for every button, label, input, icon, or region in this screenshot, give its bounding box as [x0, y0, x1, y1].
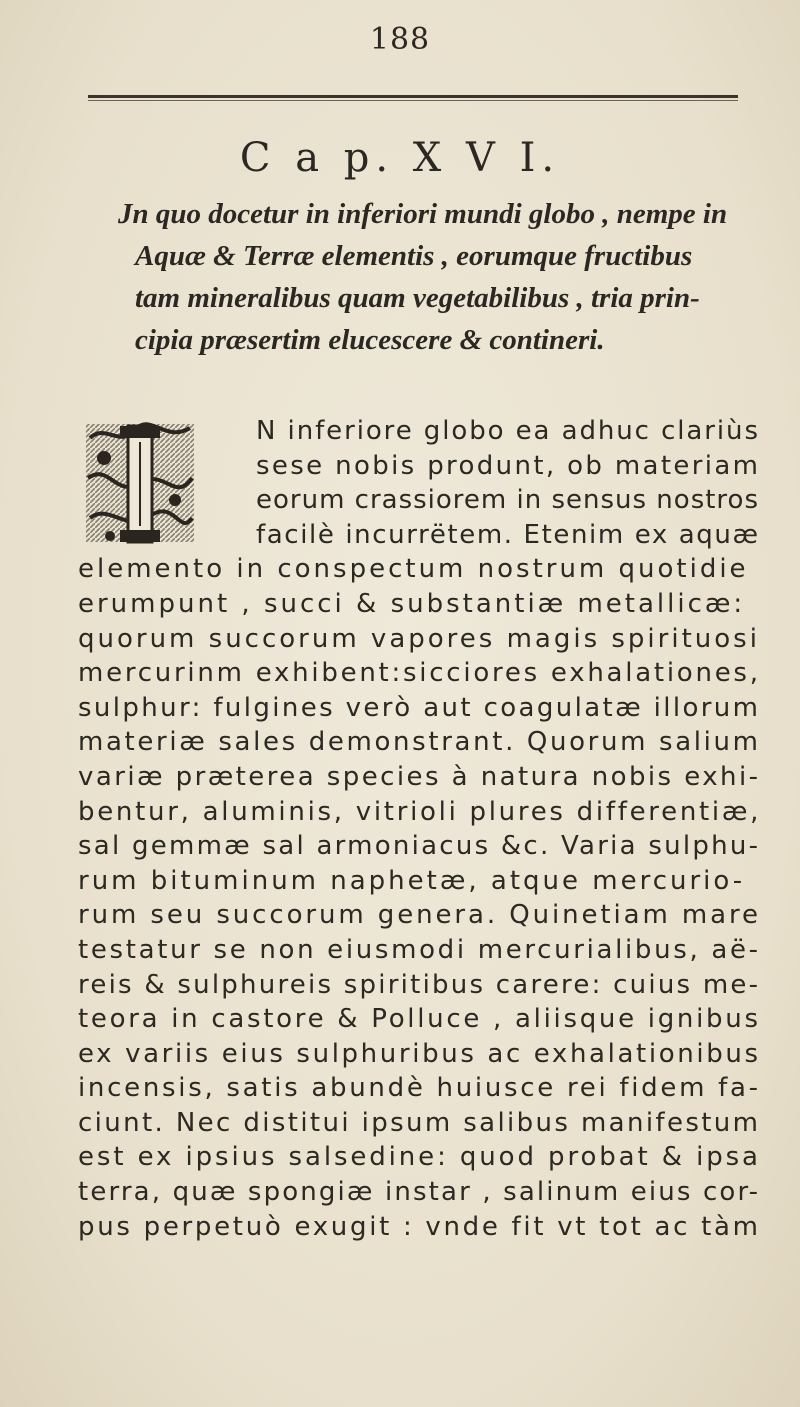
- body-line: sal gemmæ sal armoniacus &c. Varia sulphu-: [78, 831, 761, 862]
- body-line: ex variis eius sulphuribus ac exhalationibus: [78, 1038, 761, 1069]
- summary-line: Jn quo docetur in inferiori mundi globo , nempe in: [118, 198, 728, 230]
- body-line: [78, 483, 758, 518]
- body-line-text: N inferiore globo ea adhuc clariùs: [256, 416, 760, 446]
- body-line: mercurinm exhibent:sicciores exhalationes,: [78, 658, 761, 689]
- body-line: testatur se non eiusmodi mercurialibus, aë-: [78, 934, 761, 965]
- body-line: ciunt. Nec distitui ipsum salibus manifestum: [78, 1107, 761, 1138]
- body-line: rum seu succorum genera. Quinetiam mare: [78, 900, 761, 931]
- body-line: incensis, satis abundè huiusce rei fidem fa-: [78, 1073, 761, 1104]
- summary-line: cipia præsertim elucescere & contineri.: [135, 324, 605, 356]
- chapter-summary: [118, 193, 768, 361]
- header-rule: [88, 95, 738, 98]
- body-line: [78, 518, 758, 553]
- body-line: est ex ipsius salsedine: quod probat & ipsa: [78, 1142, 761, 1173]
- body-line: elemento in conspectum nostrum quotidie: [78, 554, 749, 585]
- page-number: 188: [369, 22, 431, 57]
- summary-line: Aquæ & Terræ elementis , eorumque fructibus: [135, 240, 693, 272]
- body-line-text: facilè incurrëtem. Etenim ex aquæ: [256, 519, 760, 550]
- body-line: [78, 449, 761, 484]
- header-rule-thin: [88, 100, 738, 101]
- body-line: variæ præterea species à natura nobis exhi-: [78, 761, 761, 792]
- chapter-heading: C a p. X V I.: [239, 135, 561, 181]
- body-paragraph: [78, 414, 762, 1244]
- body-line: pus perpetuò exugit : vnde fit vt tot ac tàm: [78, 1211, 761, 1242]
- body-line: sulphur: fulgines verò aut coagulatæ illorum: [78, 692, 761, 723]
- body-line: teora in castore & Polluce , aliisque ignibus: [78, 1004, 761, 1035]
- summary-line: tam mineralibus quam vegetabilibus , tria prin-: [135, 282, 700, 314]
- body-line: [78, 414, 758, 449]
- body-line-text: sese nobis produnt, ob materiam: [256, 450, 761, 481]
- body-line: reis & sulphureis spiritibus carere: cuius me-: [78, 969, 761, 1000]
- body-line: bentur, aluminis, vitrioli plures differentiæ,: [78, 796, 762, 827]
- body-line: terra, quæ spongiæ instar , salinum eius cor-: [78, 1177, 761, 1208]
- body-line: rum bituminum naphetæ, atque mercurio-: [78, 865, 746, 896]
- body-line: quorum succorum vapores magis spirituosi: [78, 623, 760, 654]
- body-line: erumpunt , succi & substantiæ metallicæ:: [78, 588, 746, 619]
- body-line: materiæ sales demonstrant. Quorum salium: [78, 727, 761, 758]
- body-line-text: eorum crassiorem in sensus nostros: [256, 485, 759, 516]
